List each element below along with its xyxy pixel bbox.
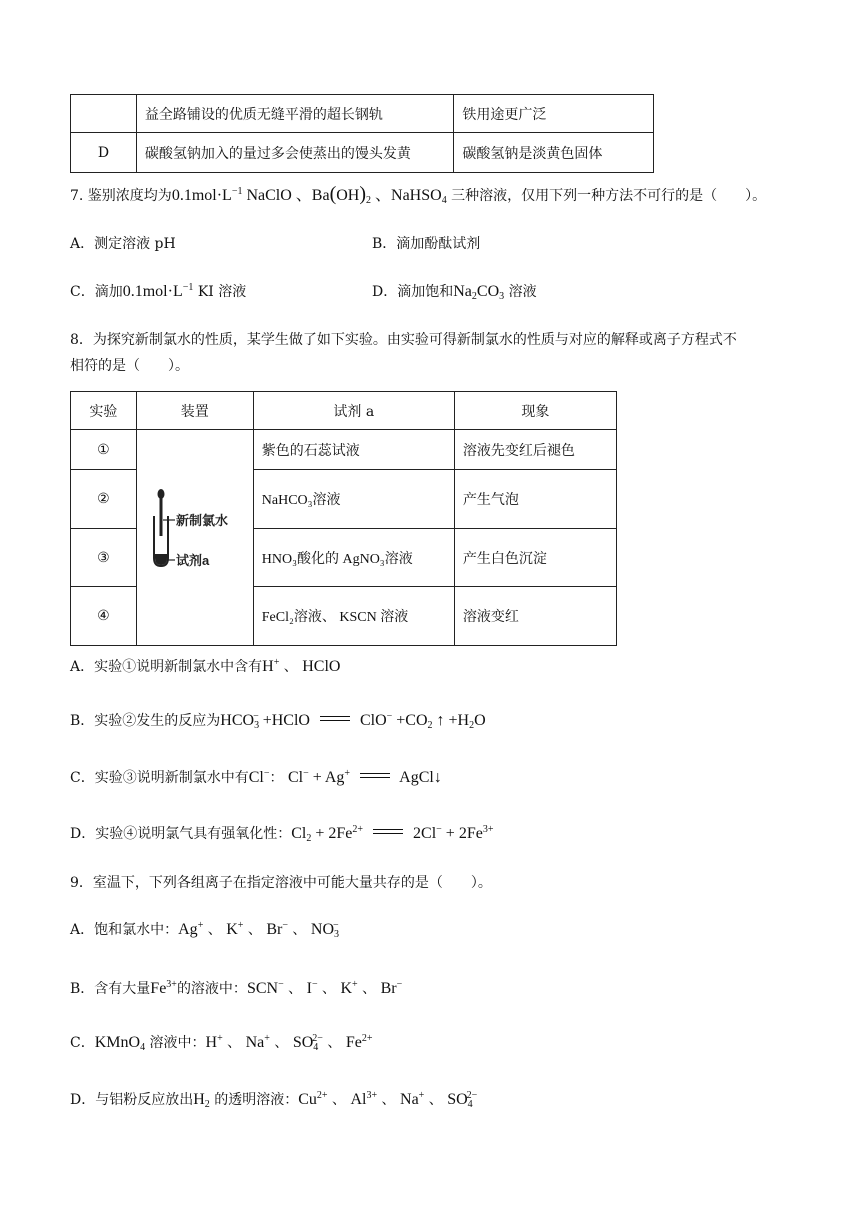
q8-option-a: A．实验①说明新制氯水中含有H+ 、 HClO xyxy=(70,657,341,675)
q8-row-1-phenomenon: 溶液先变红后褪色 xyxy=(454,430,616,470)
q8-experiment-table xyxy=(70,391,617,646)
q7-stem: 7. 鉴别浓度均为$0.1mol\cdot L^{-1}$ NaClO 、$Ba(OH)_2$ 、NaHSO$_4$ 三种溶液，仅用下列一种方法不可行的是（ ）。 xyxy=(70,183,767,206)
q8-row-3-no: ③ xyxy=(71,528,137,587)
top-table-reason-1: 铁用途更广泛 xyxy=(454,95,654,133)
q9-stem: 9．室温下，下列各组离子在指定溶液中可能大量共存的是（ ）。 xyxy=(70,875,492,891)
top-table-reason-2: 碳酸氢钠是淡黄色固体 xyxy=(454,133,654,173)
top-table xyxy=(70,94,654,173)
top-table-event-2: 碳酸氢钠加入的量过多会使蒸出的馒头发黄 xyxy=(136,133,453,173)
q8-stem-line1: 8．为探究新制氯水的性质，某学生做了如下实验。由实验可得新制氯水的性质与对应的解释或离子方程式不 xyxy=(70,332,737,348)
q8-header-experiment: 实验 xyxy=(71,392,137,430)
q8-option-d: D．实验④说明氯气具有强氧化性：$Cl_2 + 2Fe^{2+}$ $2Cl^- + 2Fe^{3+}$ xyxy=(70,824,494,844)
q9-option-c: C．KMnO$_4$ 溶液中：H+ 、 Na+ 、 $SO_4^{2-}$ 、 $Fe^{2+}$ xyxy=(70,1033,373,1053)
q7-option-b: B．滴加酚酞试剂 xyxy=(372,236,481,252)
q7-option-a: A．测定溶液 pH xyxy=(70,236,176,252)
q8-row-2-reagent: NaHCO₃溶液 xyxy=(253,470,454,529)
top-table-label-2: D xyxy=(71,133,137,173)
q8-row-2-no: ② xyxy=(71,470,137,529)
q8-header-phenomenon: 现象 xyxy=(454,392,616,430)
q8-row-4-phenomenon: 溶液变红 xyxy=(454,587,616,646)
q8-row-2-phenomenon: 产生气泡 xyxy=(454,470,616,529)
q8-row-3-reagent: HNO₃酸化的 AgNO₃溶液 xyxy=(253,528,454,587)
test-tube-apparatus-icon xyxy=(137,430,253,641)
q9-option-a: A．饱和氯水中：Ag+ 、 K+ 、 Br− 、 $NO_3^-$ xyxy=(70,920,339,940)
q7-option-c: C．滴加$0.1mol\cdot L^{-1}$ KI 溶液 xyxy=(70,282,247,300)
q8-stem-line2: 相符的是（ ）。 xyxy=(70,358,189,374)
q9-option-b: B．含有大量$Fe^{3+}$的溶液中：SCN− 、 I− 、 K+ 、 Br− xyxy=(70,979,403,997)
q8-row-1-reagent: 紫色的石蕊试液 xyxy=(253,430,454,470)
top-table-label-1 xyxy=(71,95,137,133)
q8-option-b: B．实验②发生的反应为$HCO_3^-$ +HClO $ClO^- +CO_2$ ↑ $+H_2O$ xyxy=(70,711,486,731)
top-table-event-1: 益全路铺设的优质无缝平滑的超长钢轨 xyxy=(136,95,453,133)
q8-apparatus-cell xyxy=(136,430,253,646)
q9-option-d: D．与铝粉反应放出$H_2$ 的透明溶液：$Cu^{2+}$ 、 $Al^{3+}$ 、 Na+ 、 $SO_4^{2-}$ xyxy=(70,1090,478,1110)
q8-row-3-phenomenon: 产生白色沉淀 xyxy=(454,528,616,587)
q8-header-reagent: 试剂 a xyxy=(253,392,454,430)
q8-header-apparatus: 装置 xyxy=(136,392,253,430)
q8-row-4-no: ④ xyxy=(71,587,137,646)
q8-row-1-no: ① xyxy=(71,430,137,470)
q7-option-d: D．滴加饱和$Na_2CO_3$ 溶液 xyxy=(372,283,537,302)
q8-option-c: C．实验③说明新制氯水中有Cl−： Cl− + Ag+ AgCl↓ xyxy=(70,768,442,786)
apparatus-label-chlorine-water: 新制氯水 xyxy=(175,513,228,528)
apparatus-label-reagent: 试剂a xyxy=(175,553,209,568)
q8-row-4-reagent: FeCl₂溶液、 KSCN 溶液 xyxy=(253,587,454,646)
